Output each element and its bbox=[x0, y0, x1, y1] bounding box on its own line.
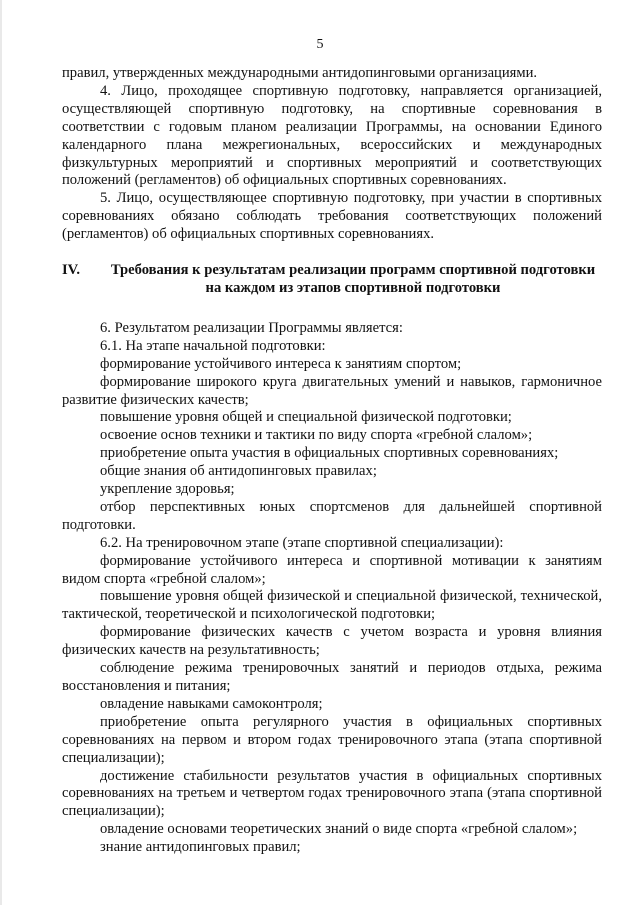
list-item: повышение уровня общей и специальной физической подготовки; bbox=[100, 409, 512, 426]
list-item: приобретение опыта регулярного участия в официальных спортивных соревнованиях на первом и втором годах тренировочного этапа (этапа спортивной специализации); bbox=[62, 713, 602, 766]
paragraph-item-6: 6. Результатом реализации Программы является: bbox=[100, 319, 403, 336]
paragraph-item-5: 5. Лицо, осуществляющее спортивную подготовку, при участии в спортивных соревнованиях обязано соблюдать требования соответствующих положений (регламентов) об официальных спортивных соревнованиях. bbox=[62, 190, 602, 243]
spacer bbox=[62, 244, 602, 262]
section-number: IV. bbox=[62, 262, 80, 279]
list-item: приобретение опыта участия в официальных спортивных соревнованиях; bbox=[100, 445, 559, 462]
paragraph-item-6-2: 6.2. На тренировочном этапе (этапе спортивной специализации): bbox=[100, 534, 504, 551]
paragraph-item-6-1: 6.1. На этапе начальной подготовки: bbox=[100, 337, 326, 354]
section-heading bbox=[62, 262, 602, 298]
list-item: овладение основами теоретических знаний о виде спорта «гребной слалом»; bbox=[100, 821, 578, 838]
list-item: достижение стабильности результатов участия в официальных спортивных соревнованиях на третьем и четвертом годах тренировочного этапа (этапа спортивной специализации); bbox=[62, 767, 602, 820]
document-body bbox=[62, 65, 602, 857]
list-item: формирование широкого круга двигательных умений и навыков, гармоничное развитие физических качеств; bbox=[62, 373, 602, 408]
list-item: формирование физических качеств с учетом возраста и уровня влияния физических качеств на результативность; bbox=[62, 624, 602, 659]
list-item: повышение уровня общей физической и специальной физической, технической, тактической, теоретической и психологической подготовки; bbox=[62, 588, 602, 623]
paragraph-item-4: 4. Лицо, проходящее спортивную подготовку, направляется организацией, осуществляющей спортивную подготовку, на спортивные соревнования в соответствии с годовым планом реализации Программы, на основании Единого календарного плана межрегиональных, всероссийских и международных физкультурных мероприятий и спортивных мероприятий и соответствующих положений (регламентов) об официальных спортивных соревнованиях. bbox=[62, 82, 602, 189]
page-number: 5 bbox=[316, 37, 324, 52]
list-item: укрепление здоровья; bbox=[100, 481, 235, 498]
list-item: формирование устойчивого интереса к занятиям спортом; bbox=[100, 355, 462, 372]
list-item: знание антидопинговых правил; bbox=[100, 839, 301, 856]
list-item: формирование устойчивого интереса и спортивной мотивации к занятиям видом спорта «гребной слалом»; bbox=[62, 552, 602, 587]
list-item: общие знания об антидопинговых правилах; bbox=[100, 463, 377, 480]
list-item: освоение основ техники и тактики по виду спорта «гребной слалом»; bbox=[100, 427, 533, 444]
list-item: отбор перспективных юных спортсменов для дальнейшей спортивной подготовки. bbox=[62, 498, 602, 533]
list-item: соблюдение режима тренировочных занятий и периодов отдыха, режима восстановления и питания; bbox=[62, 660, 602, 694]
list-item: овладение навыками самоконтроля; bbox=[100, 695, 323, 712]
scan-edge bbox=[0, 0, 2, 905]
spacer bbox=[62, 298, 602, 320]
section-title: Требования к результатам реализации программ спортивной подготовки на каждом из этапов спортивной подготовки bbox=[110, 262, 596, 296]
paragraph-continuation: правил, утвержденных международными антидопинговыми организациями. bbox=[62, 65, 538, 81]
